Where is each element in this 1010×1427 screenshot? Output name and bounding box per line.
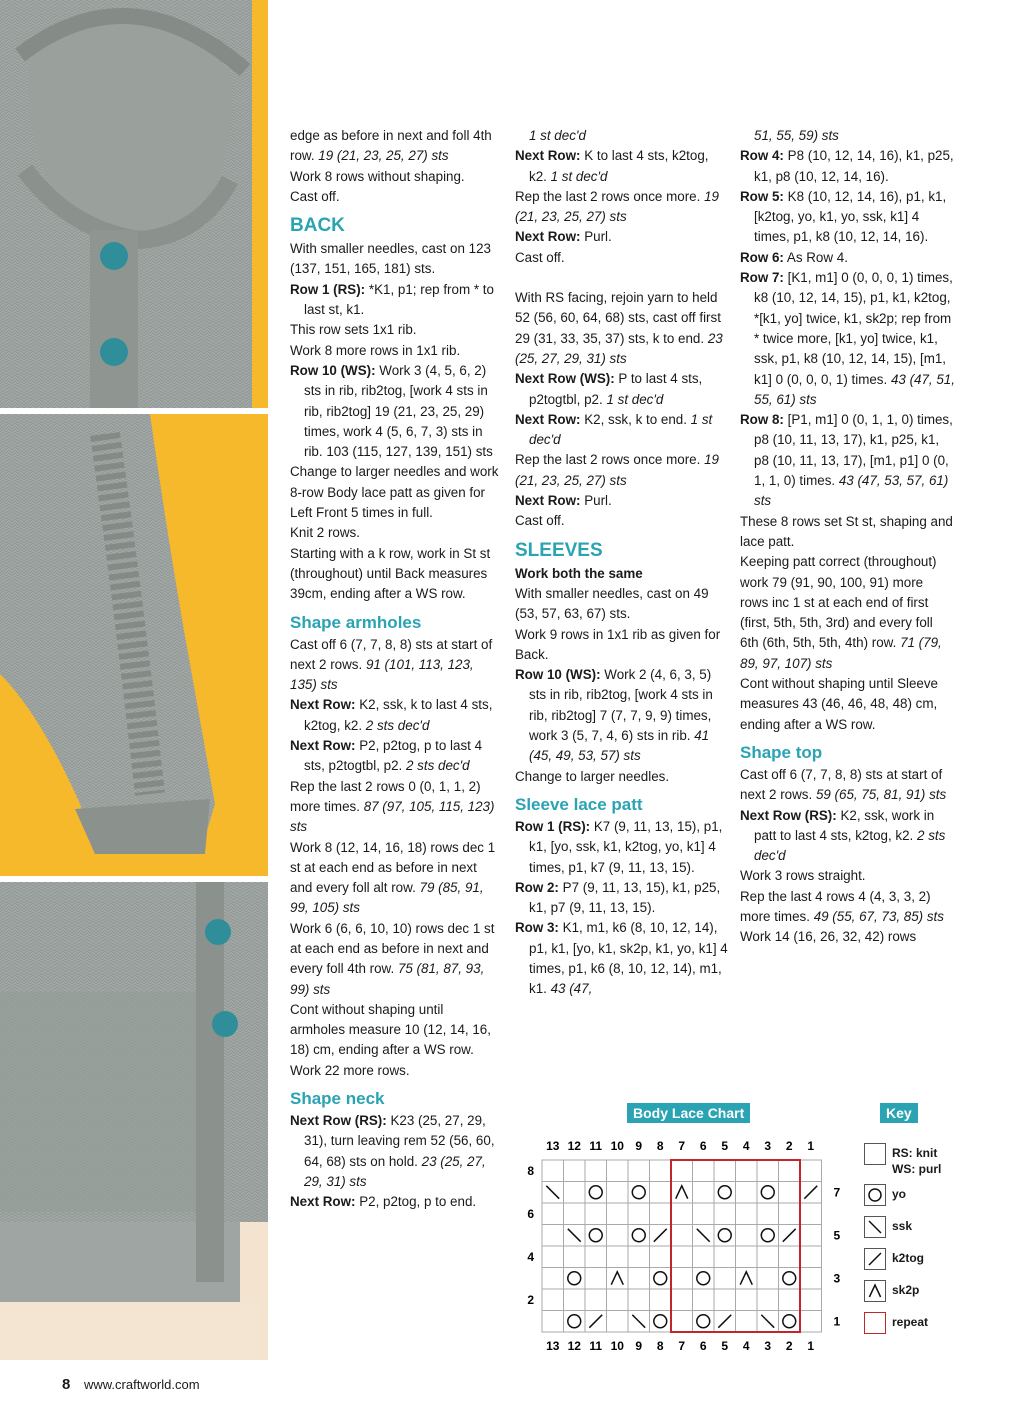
chart-cell	[736, 1160, 758, 1182]
chart-cell	[628, 1160, 650, 1182]
chart-cell	[564, 1268, 586, 1290]
chart-cell	[736, 1246, 758, 1268]
website-url: www.craftworld.com	[83, 1377, 200, 1392]
chart-cell	[585, 1182, 607, 1204]
cardigan-neckline-photo	[0, 0, 268, 408]
column-number: 5	[721, 1139, 729, 1153]
row-number: 6	[527, 1206, 534, 1221]
paragraph: Cont without shaping until Sleeve measures 43 (46, 46, 48, 48) cm, ending after a WS row.	[740, 676, 939, 732]
body-lace-chart	[520, 1130, 850, 1360]
chart-cell	[714, 1203, 736, 1225]
k2tog-symbol	[869, 1253, 881, 1265]
chart-cell	[650, 1203, 672, 1225]
instruction-row: Row 3: K1, m1, k6 (8, 10, 12, 14), p1, k1, [yo, k1, sk2p, k1, yo, k1] 4 times, p1, k6 (8, 10, 12, 14), m1, k1. 43 (47,	[515, 920, 728, 997]
cardigan-hem-photo	[0, 882, 268, 1360]
chart-cell	[607, 1311, 629, 1333]
paragraph: Work 9 rows in 1x1 rib as given for Back.	[515, 626, 721, 662]
paragraph: Rep the last 2 rows once more. 19 (21, 23, 25, 27) sts	[515, 188, 719, 225]
column-number: 13	[546, 1139, 560, 1153]
sk2p-icon	[864, 1280, 886, 1302]
key-title: Key	[880, 1103, 918, 1123]
row-number: 3	[833, 1271, 841, 1286]
chart-cell	[607, 1160, 629, 1182]
chart-cell	[779, 1289, 801, 1311]
chart-cell	[693, 1289, 715, 1311]
yo-symbol	[869, 1189, 881, 1201]
subheading: Work both the same	[515, 565, 643, 581]
instruction-row: Next Row (RS): K2, ssk, work in patt to last 4 sts, k2tog, k2. 2 sts dec'd	[740, 807, 946, 864]
chart-cell	[671, 1268, 693, 1290]
paragraph: Work 8 (12, 14, 16, 18) rows dec 1 st at each end as before in next and every foll alt row. 79 (85, 91, 99, 105) sts	[290, 839, 496, 916]
yo-icon	[864, 1184, 886, 1206]
instruction-row: Next Row: Purl.	[515, 229, 612, 245]
chart-cell	[779, 1160, 801, 1182]
column-number: 11	[589, 1139, 603, 1153]
chart-cell	[714, 1182, 736, 1204]
chart-cell	[585, 1160, 607, 1182]
chart-cell	[757, 1225, 779, 1247]
paragraph: Cast off.	[290, 188, 340, 204]
instruction-row: Next Row: P2, p2tog, p to last 4 sts, p2togtbl, p2. 2 sts dec'd	[290, 738, 483, 774]
row-number: 8	[527, 1163, 534, 1178]
column-number: 10	[610, 1339, 624, 1353]
key-label: RS: knit WS: purl	[892, 1146, 942, 1176]
column-number: 9	[635, 1139, 643, 1153]
paragraph: Cast off.	[515, 249, 565, 265]
column-number: 8	[656, 1339, 664, 1353]
chart-cell	[628, 1246, 650, 1268]
column-number: 4	[742, 1139, 750, 1153]
chart-cell	[542, 1268, 564, 1290]
column-number: 7	[678, 1139, 686, 1153]
chart-cell	[564, 1289, 586, 1311]
chart-cell	[671, 1289, 693, 1311]
paragraph: Starting with a k row, work in St st (throughout) until Back measures 39cm, ending after a WS row.	[290, 545, 491, 602]
paragraph: These 8 rows set St st, shaping and lace patt.	[740, 513, 953, 549]
chart-cell	[542, 1225, 564, 1247]
key-label: ssk	[892, 1219, 913, 1233]
sk2p-symbol	[869, 1285, 880, 1297]
shape-top-heading: Shape top	[740, 742, 823, 762]
column-number: 12	[567, 1339, 581, 1353]
chart-cell	[542, 1311, 564, 1333]
chart-cell	[800, 1311, 822, 1333]
chart-cell	[650, 1311, 672, 1333]
column-number: 8	[656, 1139, 664, 1153]
shape-neck-heading: Shape neck	[290, 1089, 385, 1109]
chart-cell	[800, 1289, 822, 1311]
chart-cell	[714, 1160, 736, 1182]
chart-cell	[779, 1182, 801, 1204]
instruction-row: Row 1 (RS): *K1, p1; rep from * to last st, k1.	[290, 281, 494, 318]
chart-cell	[607, 1225, 629, 1247]
paragraph: Work 8 rows without shaping.	[290, 168, 465, 184]
instruction-row: Row 2: P7 (9, 11, 13, 15), k1, p25, k1, p7 (9, 11, 13, 15).	[515, 879, 721, 916]
key-label: repeat	[892, 1315, 929, 1329]
paragraph: Rep the last 2 rows 0 (0, 1, 1, 2) more times. 87 (97, 105, 115, 123) sts	[290, 778, 495, 835]
instruction-row: Next Row (RS): K23 (25, 27, 29, 31), turn leaving rem 52 (56, 60, 64, 68) sts on hold. 23 (25, 27, 29, 31) sts	[290, 1113, 495, 1189]
ssk-symbol	[869, 1221, 881, 1233]
k2tog-icon	[864, 1248, 886, 1270]
chart-cell	[800, 1160, 822, 1182]
paragraph: Work 8 more rows in 1x1 rib.	[290, 342, 461, 358]
chart-cell	[693, 1268, 715, 1290]
chart-cell	[607, 1182, 629, 1204]
paragraph: This row sets 1x1 rib.	[290, 322, 417, 338]
paragraph: Rep the last 4 rows 4 (4, 3, 3, 2) more times. 49 (55, 67, 73, 85) sts	[740, 888, 944, 924]
chart-cell	[607, 1289, 629, 1311]
column-number: 3	[764, 1139, 772, 1153]
chart-cell	[800, 1246, 822, 1268]
chart-cell	[757, 1182, 779, 1204]
instruction-row: Row 10 (WS): Work 2 (4, 6, 3, 5) sts in rib, rib2tog, [work 4 sts in rib, rib2tog] 7 (7, 7, 9, 9) times, work 3 (5, 7, 4, 6) sts in rib. 41 (45, 49, 53, 57) sts	[515, 667, 713, 764]
chart-cell	[650, 1246, 672, 1268]
chart-cell	[542, 1246, 564, 1268]
blank-icon	[864, 1143, 886, 1165]
chart-cell	[564, 1311, 586, 1333]
column-number: 1	[807, 1139, 815, 1153]
chart-cell	[585, 1268, 607, 1290]
chart-cell	[714, 1225, 736, 1247]
body-lace-chart-title: Body Lace Chart	[627, 1103, 750, 1123]
sleeves-heading: SLEEVES	[515, 539, 603, 561]
chart-cell	[628, 1203, 650, 1225]
column-number: 4	[742, 1339, 750, 1353]
chart-cell	[800, 1203, 822, 1225]
chart-cell	[779, 1246, 801, 1268]
chart-cell	[542, 1160, 564, 1182]
paragraph: edge as before in next and foll 4th row. 19 (21, 23, 25, 27) sts	[290, 128, 492, 164]
footer	[62, 1376, 200, 1393]
ssk-icon	[864, 1216, 886, 1238]
paragraph: Work 22 more rows.	[290, 1062, 410, 1078]
instruction-row: Next Row (WS): P to last 4 sts, p2togtbl, p2. 1 st dec'd	[515, 371, 703, 407]
column-number: 6	[699, 1339, 707, 1353]
column-number: 2	[785, 1339, 793, 1353]
chart-cell	[564, 1160, 586, 1182]
instruction-row: Next Row: P2, p2tog, p to end.	[290, 1194, 477, 1210]
chart-cell	[779, 1268, 801, 1290]
paragraph: Change to larger needles and work 8-row Body lace patt as given for Left Front 5 times in full.	[290, 464, 499, 521]
column-number: 11	[589, 1339, 603, 1353]
text-column-1	[290, 126, 502, 1213]
paragraph: 51, 55, 59) sts	[754, 128, 839, 143]
row-number: 4	[527, 1249, 534, 1264]
chart-cell	[757, 1289, 779, 1311]
chart-cell	[671, 1225, 693, 1247]
chart-cell	[628, 1289, 650, 1311]
chart-cell	[736, 1203, 758, 1225]
column-number: 1	[807, 1339, 815, 1353]
key-label: yo	[892, 1187, 907, 1201]
instruction-row: Row 6: As Row 4.	[740, 249, 848, 265]
chart-cell	[671, 1311, 693, 1333]
instruction-row: Next Row: Purl.	[515, 493, 612, 509]
chart-cell	[585, 1203, 607, 1225]
paragraph: Cast off 6 (7, 7, 8, 8) sts at start of next 2 rows. 91 (101, 113, 123, 135) sts	[290, 636, 493, 693]
chart-cell	[693, 1246, 715, 1268]
paragraph: Knit 2 rows.	[290, 525, 360, 541]
back-heading: BACK	[290, 215, 345, 237]
chart-cell	[757, 1268, 779, 1290]
chart-cell	[650, 1268, 672, 1290]
chart-cell	[779, 1311, 801, 1333]
chart-cell	[585, 1246, 607, 1268]
sleeve-lace-heading: Sleeve lace patt	[515, 794, 643, 814]
chart-cell	[564, 1182, 586, 1204]
key-label: k2tog	[892, 1251, 925, 1265]
chart-cell	[693, 1203, 715, 1225]
column-number: 6	[699, 1139, 707, 1153]
chart-cell	[650, 1160, 672, 1182]
chart-cell	[650, 1289, 672, 1311]
page-number: 8	[62, 1376, 71, 1393]
paragraph: Work 6 (6, 6, 10, 10) rows dec 1 st at each end as before in next and every foll 4th row. 75 (81, 87, 93, 99) sts	[290, 920, 495, 997]
instruction-row: Row 4: P8 (10, 12, 14, 16), k1, p25, k1, p8 (10, 12, 14, 16).	[740, 148, 954, 184]
text-column-2	[515, 126, 730, 1000]
chart-cell	[736, 1289, 758, 1311]
chart-cell	[693, 1182, 715, 1204]
key-label: sk2p	[892, 1283, 920, 1297]
paragraph: Rep the last 2 rows once more. 19 (21, 23, 25, 27) sts	[515, 452, 719, 488]
chart-cell	[779, 1203, 801, 1225]
chart-cell	[714, 1268, 736, 1290]
paragraph: Work 14 (16, 26, 32, 42) rows	[740, 929, 917, 945]
column-number: 3	[764, 1339, 772, 1353]
paragraph: With RS facing, rejoin yarn to held 52 (56, 60, 64, 68) sts, cast off first 29 (31, 33, 35, 37) sts, k to end. 23 (25, 27, 29, 31) sts	[515, 290, 723, 366]
chart-cell	[628, 1182, 650, 1204]
instruction-row: Row 8: [P1, m1] 0 (0, 1, 1, 0) times, p8 (10, 11, 13, 17), k1, p25, k1, p8 (10, 11, 13, 17), [m1, p1] 0 (0, 1, 1, 0) times. 43 (47, 53, 57, 61) sts	[740, 412, 953, 509]
chart-cell	[564, 1203, 586, 1225]
chart-cell	[542, 1289, 564, 1311]
sleeve-lace-photo	[0, 414, 268, 876]
paragraph: Cast off 6 (7, 7, 8, 8) sts at start of next 2 rows. 59 (65, 75, 81, 91) sts	[740, 766, 947, 803]
chart-cell	[714, 1246, 736, 1268]
chart-cell	[757, 1160, 779, 1182]
paragraph: Keeping patt correct (throughout) work 79 (91, 90, 100, 91) more rows inc 1 st at each end of first (first, 5th, 5th, 3rd) and every foll 6th (6th, 5th, 5th, 4th) row. 71 (79, 89, 97, 107) sts	[740, 554, 942, 671]
chart-cell	[693, 1160, 715, 1182]
chart-cell	[585, 1225, 607, 1247]
chart-cell	[671, 1246, 693, 1268]
shape-armholes-heading: Shape armholes	[290, 612, 422, 632]
chart-cell	[671, 1203, 693, 1225]
column-number: 7	[678, 1339, 686, 1353]
chart-cell	[607, 1246, 629, 1268]
chart-cell	[736, 1182, 758, 1204]
column-number: 5	[721, 1339, 729, 1353]
instruction-row: Next Row: K2, ssk, k to end. 1 st dec'd	[515, 411, 713, 448]
row-number: 7	[833, 1185, 841, 1200]
chart-cell	[628, 1268, 650, 1290]
column-number: 2	[785, 1139, 793, 1153]
chart-cell	[714, 1289, 736, 1311]
text-column-3	[740, 126, 955, 948]
instruction-row: Row 10 (WS): Work 3 (4, 5, 6, 2) sts in rib, rib2tog, [work 4 sts in rib, rib2tog] 19 (21, 23, 25, 29) times, work 4 (5, 6, 7, 3) sts in rib. 103 (115, 127, 139, 151) sts	[290, 362, 493, 460]
chart-cell	[757, 1246, 779, 1268]
instruction-row: Next Row: K to last 4 sts, k2tog, k2. 1 st dec'd	[515, 148, 709, 184]
paragraph: 1 st dec'd	[529, 128, 586, 143]
paragraph: With smaller needles, cast on 49 (53, 57, 63, 67) sts.	[515, 585, 709, 622]
chart-cell	[564, 1246, 586, 1268]
chart-cell	[800, 1268, 822, 1290]
chart-cell	[542, 1203, 564, 1225]
chart-cell	[693, 1311, 715, 1333]
paragraph: With smaller needles, cast on 123 (137, 151, 165, 181) sts.	[290, 241, 491, 277]
row-number: 2	[527, 1292, 534, 1307]
chart-cell	[736, 1311, 758, 1333]
column-number: 9	[635, 1339, 643, 1353]
chart-cell	[607, 1203, 629, 1225]
chart-cell	[800, 1225, 822, 1247]
chart-cell	[671, 1160, 693, 1182]
chart-cell	[628, 1225, 650, 1247]
chart-cell	[757, 1203, 779, 1225]
column-number: 10	[610, 1139, 624, 1153]
paragraph: Cont without shaping until armholes measure 10 (12, 14, 16, 18) cm, ending after a WS row.	[290, 1001, 491, 1058]
row-number: 5	[833, 1228, 841, 1243]
paragraph: Cast off.	[515, 513, 565, 529]
paragraph: Work 3 rows straight.	[740, 868, 866, 884]
paragraph: Change to larger needles.	[515, 768, 670, 784]
instruction-row: Row 7: [K1, m1] 0 (0, 0, 0, 1) times, k8 (10, 12, 14, 15), p1, k1, k2tog, *[k1, yo] twice, k1, sk2p; rep from * twice more, [k1, yo] twice, k1, ssk, p1, k8 (10, 12, 14, 15), [m1, k1] 0 (0, 0, 0, 1) times. 43 (47, 51, 55, 61) sts	[740, 270, 955, 407]
instruction-row: Next Row: K2, ssk, k to last 4 sts, k2tog, k2. 2 sts dec'd	[290, 697, 493, 733]
instruction-row: Row 5: K8 (10, 12, 14, 16), p1, k1, [k2tog, yo, k1, yo, ssk, k1] 4 times, p1, k8 (10, 12, 14, 16).	[740, 188, 947, 245]
chart-cell	[736, 1225, 758, 1247]
chart-cell	[650, 1182, 672, 1204]
chart-cell	[585, 1289, 607, 1311]
row-number: 1	[833, 1314, 841, 1329]
repeat-icon	[864, 1312, 886, 1334]
instruction-row: Row 1 (RS): K7 (9, 11, 13, 15), p1, k1, [yo, ssk, k1, k2tog, yo, k1] 4 times, p1, k7 (9, 11, 13, 15).	[515, 818, 723, 875]
column-number: 12	[567, 1139, 581, 1153]
column-number: 13	[546, 1339, 560, 1353]
